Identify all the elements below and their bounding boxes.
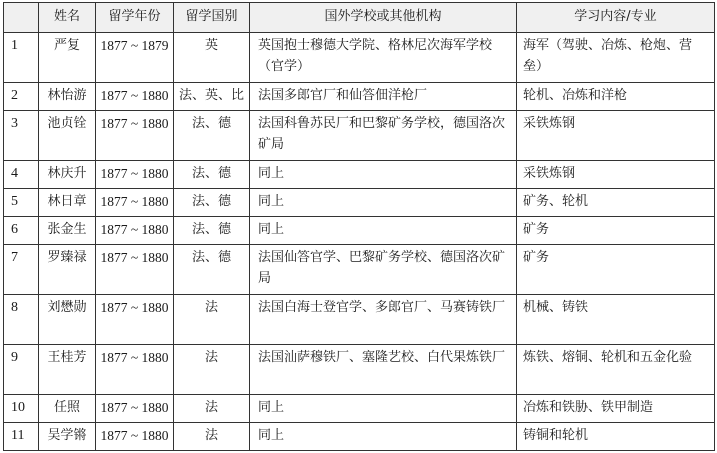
cell-years: 1877 ~ 1880 <box>96 395 174 423</box>
cell-name: 刘懋勋 <box>39 295 96 345</box>
table-row <box>4 83 715 111</box>
cell-years: 1877 ~ 1880 <box>96 295 174 345</box>
cell-years: 1877 ~ 1880 <box>96 83 174 111</box>
cell-content: 冶炼和铁胁、铁甲制造 <box>517 395 715 423</box>
header-country: 留学国别 <box>174 3 250 33</box>
header-institution: 国外学校或其他机构 <box>250 3 517 33</box>
cell-years: 1877 ~ 1880 <box>96 189 174 217</box>
cell-country: 法 <box>174 423 250 451</box>
cell-years: 1877 ~ 1879 <box>96 33 174 83</box>
table-row <box>4 395 715 423</box>
table-row <box>4 345 715 395</box>
header-name: 姓名 <box>39 3 96 33</box>
cell-index: 7 <box>4 245 39 295</box>
header-content: 学习内容/专业 <box>517 3 715 33</box>
cell-index: 4 <box>4 161 39 189</box>
cell-index: 1 <box>4 33 39 83</box>
cell-institution: 法国白海士登官学、多郎官厂、马赛铸铁厂 <box>250 295 517 345</box>
cell-name: 严复 <box>39 33 96 83</box>
cell-country: 法、德 <box>174 217 250 245</box>
cell-country: 法、英、比 <box>174 83 250 111</box>
header-index <box>4 3 39 33</box>
cell-country: 法、德 <box>174 161 250 189</box>
cell-country: 英 <box>174 33 250 83</box>
table-row <box>4 423 715 451</box>
cell-index: 9 <box>4 345 39 395</box>
cell-years: 1877 ~ 1880 <box>96 345 174 395</box>
header-row <box>4 3 715 33</box>
cell-name: 林日章 <box>39 189 96 217</box>
table-row <box>4 111 715 161</box>
cell-institution: 法国多郎官厂和仙答佃洋枪厂 <box>250 83 517 111</box>
cell-content: 矿务 <box>517 245 715 295</box>
cell-country: 法 <box>174 345 250 395</box>
table-row <box>4 33 715 83</box>
cell-years: 1877 ~ 1880 <box>96 423 174 451</box>
cell-country: 法、德 <box>174 189 250 217</box>
cell-years: 1877 ~ 1880 <box>96 245 174 295</box>
cell-institution: 同上 <box>250 423 517 451</box>
cell-institution: 法国仙答官学、巴黎矿务学校、德国洛次矿局 <box>250 245 517 295</box>
cell-name: 林怡游 <box>39 83 96 111</box>
cell-name: 林庆升 <box>39 161 96 189</box>
cell-content: 机械、铸铁 <box>517 295 715 345</box>
cell-content: 海军（驾驶、冶炼、枪炮、营垒） <box>517 33 715 83</box>
cell-country: 法、德 <box>174 111 250 161</box>
cell-institution: 同上 <box>250 161 517 189</box>
cell-name: 罗臻禄 <box>39 245 96 295</box>
cell-country: 法 <box>174 295 250 345</box>
header-years: 留学年份 <box>96 3 174 33</box>
cell-content: 采铁炼钢 <box>517 111 715 161</box>
table-header <box>4 3 715 33</box>
cell-name: 吴学锵 <box>39 423 96 451</box>
cell-country: 法、德 <box>174 245 250 295</box>
cell-index: 5 <box>4 189 39 217</box>
cell-years: 1877 ~ 1880 <box>96 217 174 245</box>
students-table <box>3 2 715 451</box>
cell-institution: 英国抱士穆德大学院、格林尼次海军学校（官学） <box>250 33 517 83</box>
cell-index: 2 <box>4 83 39 111</box>
cell-country: 法 <box>174 395 250 423</box>
table-row <box>4 217 715 245</box>
cell-years: 1877 ~ 1880 <box>96 111 174 161</box>
table-body <box>4 33 715 451</box>
cell-content: 采铁炼钢 <box>517 161 715 189</box>
table-row <box>4 245 715 295</box>
cell-institution: 同上 <box>250 217 517 245</box>
cell-institution: 法国汕萨穆铁厂、塞隆艺校、白代果炼铁厂 <box>250 345 517 395</box>
cell-institution: 同上 <box>250 189 517 217</box>
cell-name: 任照 <box>39 395 96 423</box>
cell-index: 11 <box>4 423 39 451</box>
cell-content: 矿务、轮机 <box>517 189 715 217</box>
cell-name: 王桂芳 <box>39 345 96 395</box>
cell-index: 6 <box>4 217 39 245</box>
cell-index: 8 <box>4 295 39 345</box>
table-row <box>4 189 715 217</box>
cell-name: 张金生 <box>39 217 96 245</box>
cell-content: 轮机、冶炼和洋枪 <box>517 83 715 111</box>
cell-index: 3 <box>4 111 39 161</box>
cell-index: 10 <box>4 395 39 423</box>
cell-institution: 法国科鲁苏民厂和巴黎矿务学校，德国洛次矿局 <box>250 111 517 161</box>
cell-institution: 同上 <box>250 395 517 423</box>
cell-years: 1877 ~ 1880 <box>96 161 174 189</box>
cell-content: 铸铜和轮机 <box>517 423 715 451</box>
cell-content: 炼铁、熔铜、轮机和五金化验 <box>517 345 715 395</box>
cell-name: 池贞铨 <box>39 111 96 161</box>
table-row <box>4 295 715 345</box>
table-row <box>4 161 715 189</box>
cell-content: 矿务 <box>517 217 715 245</box>
